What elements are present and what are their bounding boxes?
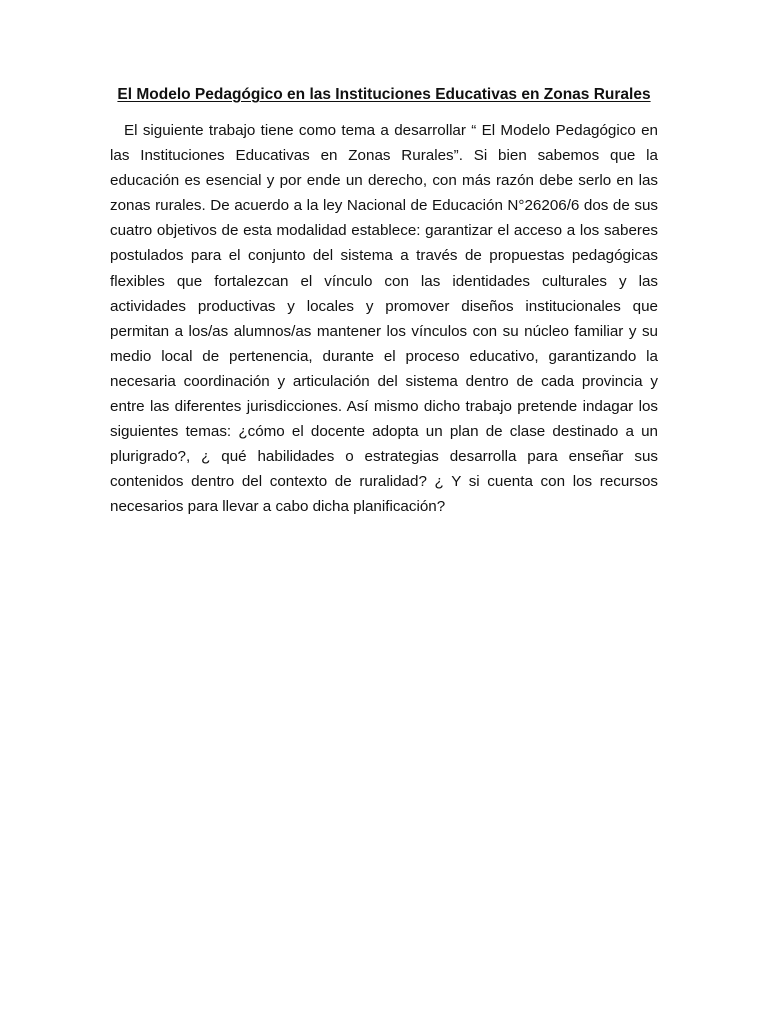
document-title: El Modelo Pedagógico en las Instituciones Educativas en Zonas Rurales <box>117 86 651 103</box>
document-paragraph: El siguiente trabajo tiene como tema a desarrollar “ El Modelo Pedagógico en las Instituciones Educativas en Zonas Rurales”. Si bien sabemos que la educación es esencial y por ende un derecho, con más razón debe serlo en las zonas rurales. De acuerdo a la ley Nacional de Educación N°26206/6 dos de sus cuatro objetivos de esta modalidad establece: garantizar el acceso a los saberes postulados para el conjunto del sistema a través de propuestas pedagógicas flexibles que fortalezcan el vínculo con las identidades culturales y las actividades productivas y locales y promover diseños institucionales que permitan a los/as alumnos/as mantener los vínculos con su núcleo familiar y su medio local de pertenencia, durante el proceso educativo, garantizando la necesaria coordinación y articulación del sistema dentro de cada provincia y entre las diferentes jurisdicciones. Así mismo dicho trabajo pretende indagar los siguientes temas: ¿cómo el docente adopta un plan de clase destinado a un plurigrado?, ¿ qué habilidades o estrategias desarrolla para enseñar sus contenidos dentro del contexto de ruralidad? ¿ Y si cuenta con los recursos necesarios para llevar a cabo dicha planificación? <box>110 122 658 516</box>
